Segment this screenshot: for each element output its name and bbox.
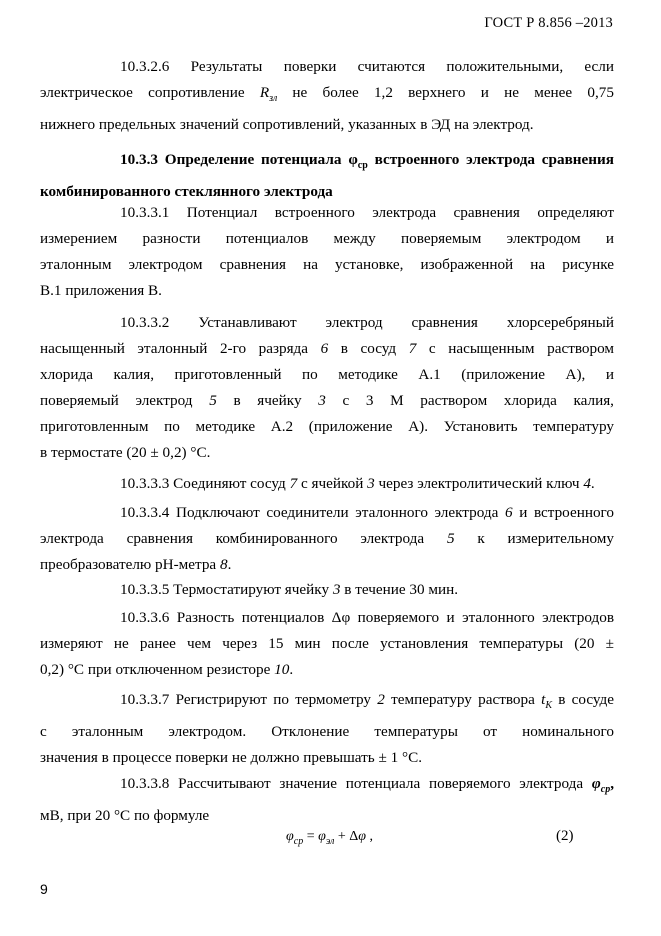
paragraph-10-3-3-4 [40, 500, 614, 578]
text-span: в сосуд [328, 340, 409, 357]
text-span: с 3 М раствором хлорида калия, [325, 392, 614, 409]
ref-number: 8 [219, 556, 228, 573]
heading-line [40, 147, 614, 179]
ref-number: 7 [289, 475, 298, 492]
text-line [40, 687, 614, 719]
ref-number: 3 [367, 475, 375, 492]
text-span: электрическое сопротивление [40, 84, 260, 101]
text-span: 10.3.3 Определение потенциала [120, 151, 349, 168]
ref-number: 4 [583, 475, 591, 492]
text-line: 10.3.3.1 Потенциал встроенного электрода сравнения определяют [120, 204, 614, 221]
symbol-phi: φ [348, 151, 358, 168]
text-span: температуру раствора [384, 691, 542, 708]
equals-sign: = [303, 829, 319, 844]
paragraph-10-3-3-3 [40, 471, 614, 497]
text-line [40, 471, 614, 497]
text-line: эталонным электродом сравнения на установке, изображенной на рисунке [40, 256, 614, 273]
text-line: в термостате (20 ± 0,2) °С. [40, 444, 211, 461]
text-line [40, 771, 614, 803]
text-line [40, 657, 614, 683]
paragraph-10-3-3-6 [40, 605, 614, 683]
text-span: . [590, 475, 595, 492]
symbol-r: R [259, 84, 270, 101]
paragraph-10-3-2-6 [40, 54, 614, 138]
text-line [40, 577, 614, 603]
text-span: 10.3.3.5 Термостатируют ячейку [120, 581, 333, 598]
symbol-phi: φ [358, 829, 367, 844]
text-span: и встроенного [512, 504, 614, 521]
text-span: преобразователю рН-метра [40, 556, 220, 573]
paragraph-10-3-3-7 [40, 687, 614, 771]
plus-delta: + Δ [334, 829, 359, 844]
paragraph-10-3-3-1 [40, 200, 614, 304]
text-line [40, 388, 614, 414]
section-heading-10-3-3 [40, 147, 614, 205]
text-span: через электролитический ключ [374, 475, 584, 492]
text-span: электрода сравнения комбинированного электрода [40, 530, 447, 547]
text-span: поверяемый электрод [40, 392, 210, 409]
ref-number: 6 [504, 504, 513, 521]
ref-number: 5 [209, 392, 217, 409]
text-line [40, 552, 614, 578]
text-span: . [227, 556, 232, 573]
text-span: в течение 30 мин. [340, 581, 459, 598]
text-span: в ячейку [216, 392, 319, 409]
text-span: 0,2) °С при отключенном резисторе [40, 661, 275, 678]
symbol-t: t [541, 691, 546, 708]
text-line: нижнего предельных значений сопротивлений, указанных в ЭД на электрод. [40, 116, 534, 134]
symbol-phi: φ [318, 829, 326, 844]
ref-number: 3 [332, 581, 341, 598]
text-span: насыщенный эталонный 2-го разряда [40, 340, 321, 357]
text-span: с ячейкой [297, 475, 368, 492]
text-line: измерением разности потенциалов между поверяемым электродом и [40, 230, 614, 247]
subscript: K [545, 700, 552, 712]
ref-number: 3 [318, 392, 326, 409]
text-line: значения в процессе поверки не должно превышать ± 1 °С. [40, 749, 422, 767]
symbol-phi: φ [591, 775, 601, 792]
text-span: не более 1,2 верхнего и не менее 0,75 [277, 84, 614, 101]
paragraph-10-3-3-2 [40, 310, 614, 466]
subscript: ср [600, 784, 611, 796]
ref-number: 6 [320, 340, 329, 357]
text-span: встроенного электрода сравнения [367, 151, 614, 168]
page-number: 9 [40, 881, 48, 897]
text-span: 10.3.3.3 Соединяют сосуд [120, 475, 290, 492]
text-line: 10.3.3.6 Разность потенциалов Δφ поверяемого и эталонного электродов [120, 609, 614, 626]
document-header: ГОСТ Р 8.856 –2013 [484, 15, 613, 31]
text-span: 10.3.3.7 Регистрируют по термометру [120, 691, 378, 708]
subscript: ср [357, 160, 368, 172]
ref-number: 2 [377, 691, 385, 708]
text-line [40, 80, 614, 112]
formula-number: (2) [556, 828, 574, 844]
text-line: мВ, при 20 °С по формуле [40, 807, 210, 825]
text-line: 10.3.2.6 Результаты поверки считаются положительными, если [120, 58, 614, 75]
ref-number: 7 [408, 340, 417, 357]
symbol-phi: φ [286, 829, 294, 844]
paragraph-10-3-3-5 [40, 577, 614, 603]
heading-line: комбинированного стеклянного электрода [40, 183, 333, 201]
text-line: В.1 приложения В. [40, 282, 162, 299]
formula-end: , [366, 829, 374, 844]
text-span: с насыщенным раствором [416, 340, 615, 357]
text-line: хлорида калия, приготовленный по методике А.1 (приложение А), и [40, 366, 614, 383]
text-span: . [289, 661, 294, 678]
text-line [40, 500, 614, 526]
subscript: ср [293, 835, 304, 847]
text-line: измеряют не ранее чем через 15 мин после установления температуры (20 ± [40, 635, 614, 652]
text-line: с эталонным электродом. Отклонение температуры от номинального [40, 723, 614, 741]
paragraph-10-3-3-8 [40, 771, 614, 829]
text-span: , [610, 775, 614, 792]
text-span: 10.3.3.8 Рассчитывают значение потенциала поверяемого электрода [120, 775, 592, 792]
text-span: в сосуде [551, 691, 614, 708]
subscript: зл [269, 93, 278, 105]
ref-number: 5 [446, 530, 455, 547]
text-span: к измерительному [454, 530, 615, 547]
subscript: эл [325, 835, 335, 847]
text-line: приготовленным по методике А.2 (приложение А). Установить температуру [40, 418, 614, 435]
text-line: 10.3.3.2 Устанавливают электрод сравнения хлорсеребряный [120, 314, 614, 331]
text-line [40, 336, 614, 362]
formula-2 [286, 829, 373, 847]
ref-number: 10 [274, 661, 290, 678]
text-line [40, 526, 614, 552]
text-span: 10.3.3.4 Подключают соединители эталонного электрода [120, 504, 505, 521]
